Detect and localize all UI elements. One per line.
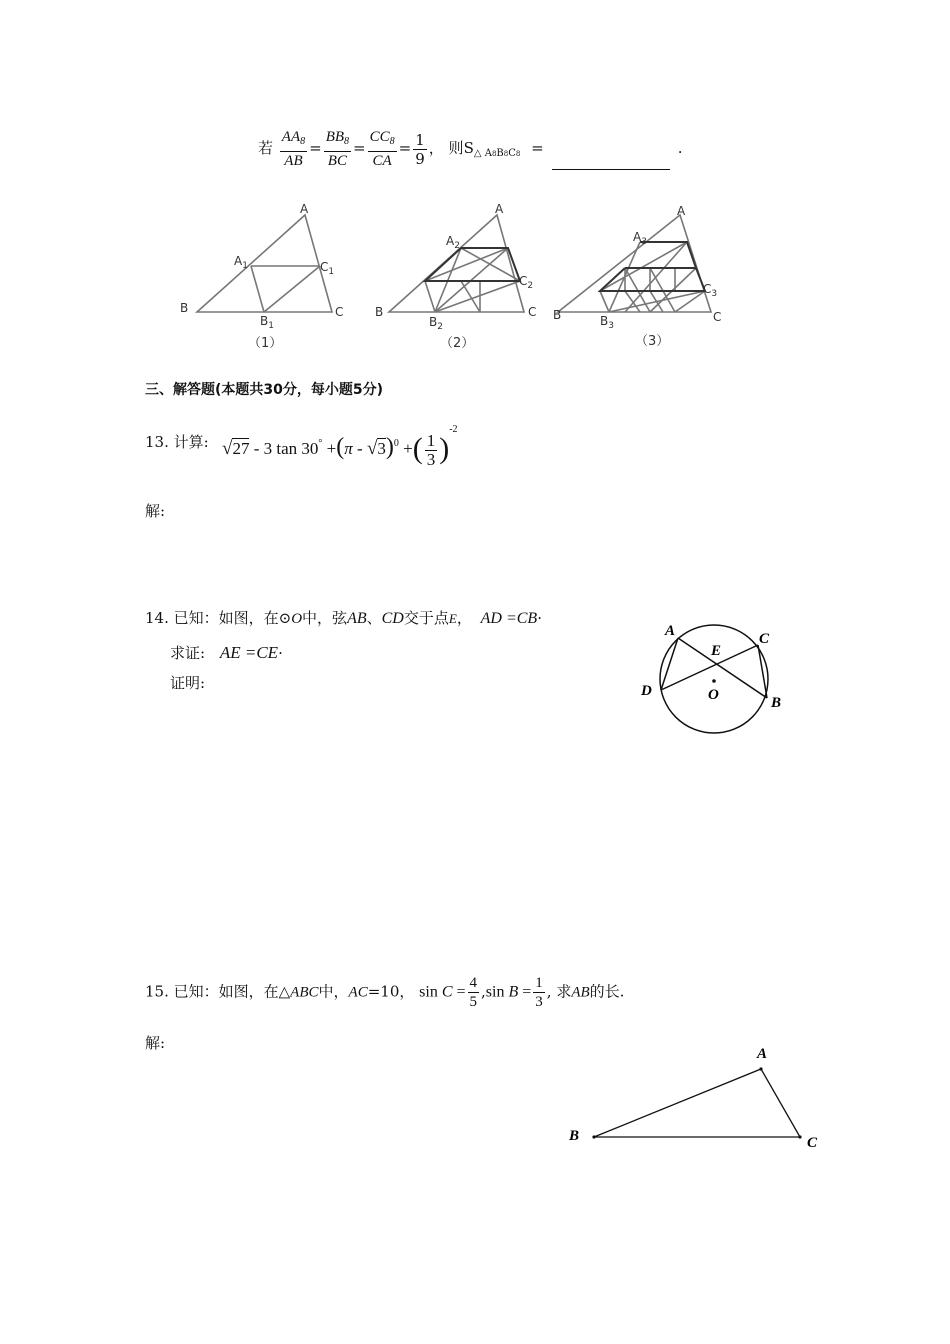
circle-figure — [630, 610, 800, 745]
fig3-line-5 — [600, 291, 609, 312]
q13-radicand-3: 3 — [377, 439, 386, 458]
chord-cd — [661, 645, 758, 690]
triangle-figures — [170, 195, 740, 360]
q15-answer-label: 解: — [145, 1034, 166, 1052]
q14-proof-label: 证明: — [170, 674, 206, 692]
fraction-cc8-ca: $\frac{CC_8}{CA}$ — [369, 129, 395, 169]
circle-label-c: C — [759, 631, 770, 647]
fig3-label-c: C — [713, 310, 722, 324]
fig2-line-4 — [425, 281, 435, 312]
ze-text: 则 — [448, 139, 464, 157]
q13-fraction-one-third: $\frac{1}{3}$ — [426, 430, 436, 469]
vertex-b — [592, 1135, 595, 1138]
segment-cb — [758, 645, 767, 698]
q13-label: 13. 计算: — [145, 433, 209, 451]
ratio-condition-line: 若 $\frac{AA_8}{AB}$ = $\frac{BB_8}{BC}$ = $\frac{CC_8}{CA}$ = $\frac{1}{9}$ ， 则$S_{\triangle A8B8C8}$ = . — [258, 129, 683, 169]
fig2-label-b2: $B_2$ — [429, 315, 443, 332]
vertex-c — [798, 1135, 801, 1138]
q13-line — [145, 431, 209, 452]
q15-given-line: 15. 已知：如图，在△ABC中，AC=10， sin C = $\frac{4}{5}$ ,sin B = $\frac{1}{3}$ , 求AB的长. — [145, 975, 625, 1010]
fig2-label-c: C — [528, 305, 537, 319]
answer-blank[interactable] — [552, 155, 670, 170]
circle-label-e: E — [711, 643, 722, 659]
fig2-label-c2: $C_2$ — [519, 274, 534, 291]
fig1-label-c1: $C_1$ — [320, 260, 335, 277]
q15-sin-c: sin C = — [419, 983, 466, 1001]
fig3-line-13 — [600, 242, 687, 291]
fig3-caption: （3） — [635, 334, 670, 349]
tri-label-a: A — [757, 1046, 768, 1062]
tri-label-b: B — [569, 1128, 580, 1144]
fraction-one-ninth: $\frac{1}{9}$ — [415, 130, 425, 168]
fig2-label-a2: $A_2$ — [446, 234, 460, 251]
q15-fraction-one-third: $\frac{1}{3}$ — [535, 975, 543, 1010]
area-subscript: △ A8B8C8 — [473, 148, 521, 159]
q13-expression: √27 - 3 tan 30° +(π - √3)$^0$ +( $\frac{1}{3}$ )$^{-2}$ — [222, 424, 458, 469]
fig1-line-a1b1 — [251, 266, 264, 312]
fig2-caption: （2） — [440, 336, 475, 351]
fig3-label-a: A — [677, 204, 686, 218]
q13-answer-label: 解: — [145, 502, 166, 520]
fig2-label-a: A — [495, 202, 504, 216]
circle-label-o: O — [708, 687, 719, 703]
q15-fraction-four-fifths: $\frac{4}{5}$ — [469, 975, 478, 1010]
fig2-line-6 — [425, 248, 508, 281]
q13-radicand-27: 27 — [232, 439, 250, 458]
ruo-text: 若 — [258, 139, 274, 157]
q13-tan-term: 3 tan 30 — [263, 439, 319, 458]
fig2-label-b: B — [375, 305, 384, 319]
center-point — [712, 679, 716, 683]
tri-label-c: C — [807, 1135, 818, 1151]
section-title: 三、解答题(本题共30分，每小题5分) — [145, 382, 384, 398]
fig1-label-a1: $A_1$ — [234, 254, 248, 271]
circle-label-a: A — [665, 623, 676, 639]
fig2-outer-triangle — [389, 215, 524, 312]
fig3-label-c3: $C_3$ — [703, 282, 718, 299]
fig1-label-c: C — [335, 305, 344, 319]
segment-ad — [661, 638, 678, 690]
fig1-outer-triangle — [197, 215, 335, 312]
q14-given-line: 14. 已知：如图，在⊙O中，弦AB、CD交于点E， AD =CB· — [145, 609, 542, 627]
fig1-line-b1c1 — [264, 266, 320, 312]
fig3-label-b: B — [553, 308, 562, 322]
fig1-label-b1: $B_1$ — [260, 314, 274, 331]
fraction-aa8-ab: $\frac{AA_8}{AB}$ — [281, 129, 306, 169]
fig3-label-a3: $A_3$ — [633, 230, 647, 247]
circle-label-b: B — [771, 695, 782, 711]
fig1-label-a: A — [300, 202, 309, 216]
vertex-a — [759, 1067, 762, 1070]
fraction-bb8-bc: $\frac{BB_8}{BC}$ — [325, 129, 350, 169]
q15-sin-b: sin B = — [485, 983, 532, 1001]
fig3-label-b3: $B_3$ — [600, 314, 614, 331]
area-symbol: S — [463, 139, 474, 157]
fig1-caption: （1） — [248, 336, 283, 351]
triangle-abc — [594, 1069, 800, 1137]
circle-label-d: D — [641, 683, 652, 699]
fig1-label-b: B — [180, 301, 189, 315]
q14-prove-line: 求证: AE =CE· — [170, 643, 283, 662]
triangle-abc-figure — [560, 1040, 830, 1160]
